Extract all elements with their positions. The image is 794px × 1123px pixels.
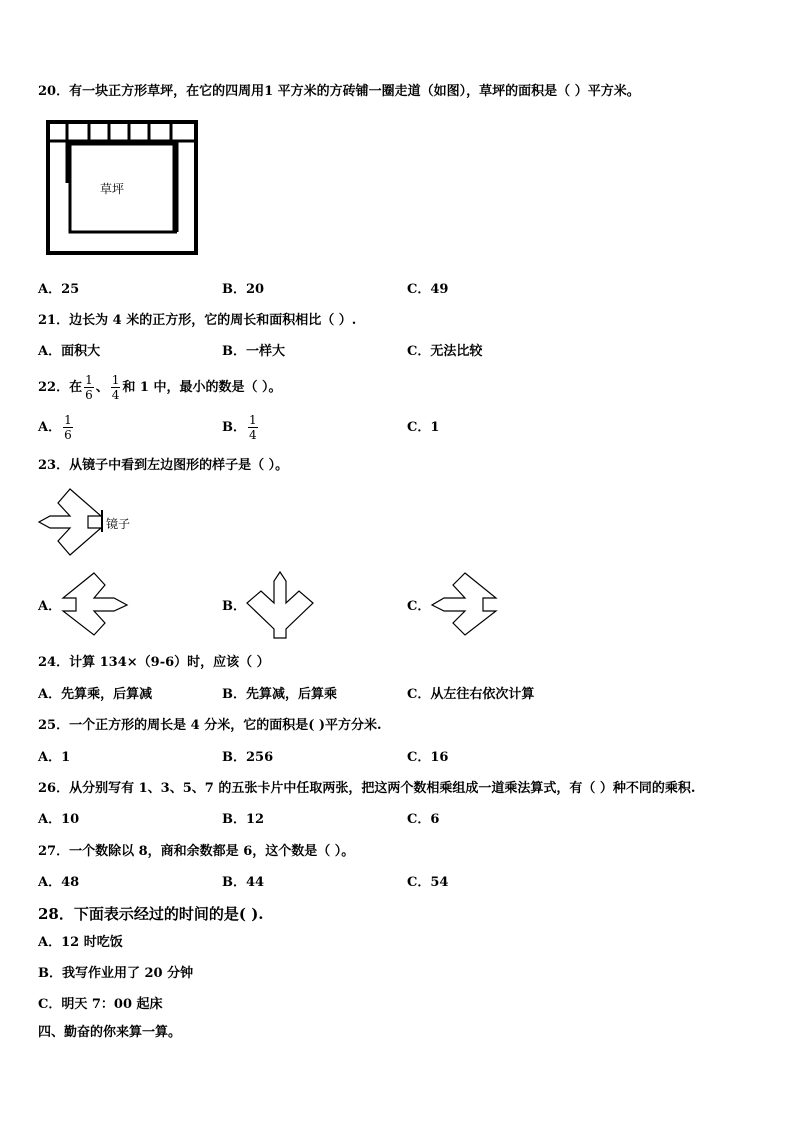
q28-option-c[interactable]: C．明天 7：00 起床 bbox=[38, 997, 163, 1012]
q21-option-b[interactable]: B．一样大 bbox=[222, 344, 285, 359]
q22-option-a-fraction: $\frac{1}{6}$ bbox=[64, 413, 72, 442]
q22-option-c[interactable]: C．1 bbox=[407, 420, 440, 435]
q23-option-a-arrow-icon[interactable] bbox=[62, 572, 128, 636]
section-4-heading: 四、勤奋的你来算一算。 bbox=[38, 1025, 182, 1040]
question-28-text: 28．下面表示经过的时间的是( ). bbox=[38, 905, 264, 923]
q20-option-b[interactable]: B．20 bbox=[222, 282, 265, 297]
q27-option-a[interactable]: A．48 bbox=[38, 875, 80, 890]
q22-option-a-label: A． bbox=[38, 420, 62, 435]
question-22-text bbox=[38, 370, 282, 406]
question-21-text: 21．边长为 4 米的正方形，它的周长和面积相比（ ）. bbox=[38, 313, 357, 328]
mirror-label: 镜子 bbox=[106, 517, 131, 531]
q24-option-b[interactable]: B．先算减，后算乘 bbox=[222, 687, 337, 702]
question-23-text: 23．从镜子中看到左边图形的样子是（ ）。 bbox=[38, 458, 289, 473]
q25-option-a[interactable]: A．1 bbox=[38, 750, 71, 765]
q26-option-a[interactable]: A．10 bbox=[38, 812, 80, 827]
q26-option-c[interactable]: C．6 bbox=[407, 812, 440, 827]
arrow-shape-icon bbox=[38, 488, 104, 556]
q20-option-a[interactable]: A．25 bbox=[38, 282, 80, 297]
q22-option-b-fraction: $\frac{1}{4}$ bbox=[249, 413, 257, 442]
q25-option-c[interactable]: C．16 bbox=[407, 750, 449, 765]
q22-option-a[interactable] bbox=[38, 410, 75, 446]
q22-fraction-one-fourth: $\frac{1}{4}$ bbox=[111, 373, 120, 402]
q23-option-b[interactable]: B． bbox=[222, 599, 246, 614]
q26-option-b[interactable]: B．12 bbox=[222, 812, 265, 827]
q21-option-a[interactable]: A．面积大 bbox=[38, 344, 101, 359]
q22-fraction-one-sixth: $\frac{1}{6}$ bbox=[85, 373, 93, 402]
question-26-text: 26．从分别写有 1、3、5、7 的五张卡片中任取两张，把这两个数相乘组成一道乘法算式，有（ ）种不同的乘积. bbox=[38, 781, 696, 796]
question-25-text: 25．一个正方形的周长是 4 分米，它的面积是( )平方分米. bbox=[38, 718, 382, 733]
q23-option-b-arrow-icon[interactable] bbox=[246, 571, 314, 639]
q22-option-b[interactable] bbox=[222, 410, 260, 446]
q24-option-a[interactable]: A．先算乘，后算减 bbox=[38, 687, 153, 702]
q28-option-b[interactable]: B．我写作业用了 20 分钟 bbox=[38, 966, 194, 981]
q23-option-a[interactable]: A． bbox=[38, 599, 62, 614]
q25-option-b[interactable]: B．256 bbox=[222, 750, 274, 765]
q22-separator: 、 bbox=[95, 380, 109, 395]
question-27-text: 27．一个数除以 8，商和余数都是 6，这个数是（ ）。 bbox=[38, 844, 355, 859]
q27-option-b[interactable]: B．44 bbox=[222, 875, 265, 890]
q28-option-a[interactable]: A．12 时吃饭 bbox=[38, 935, 123, 950]
q22-suffix: 和 1 中，最小的数是（ ）。 bbox=[122, 380, 282, 395]
q24-option-c[interactable]: C．从左往右依次计算 bbox=[407, 687, 535, 702]
q23-option-c-arrow-icon[interactable] bbox=[431, 572, 497, 636]
lawn-label: 草坪 bbox=[100, 182, 125, 196]
question-20-text: 20．有一块正方形草坪，在它的四周用1 平方米的方砖铺一圈走道（如图），草坪的面积是（ ）平方米。 bbox=[38, 84, 640, 99]
q22-option-b-label: B． bbox=[222, 420, 246, 435]
q22-prefix: 22．在 bbox=[38, 380, 83, 395]
q27-option-c[interactable]: C．54 bbox=[407, 875, 449, 890]
q20-option-c[interactable]: C．49 bbox=[407, 282, 449, 297]
q21-option-c[interactable]: C．无法比较 bbox=[407, 344, 483, 359]
q23-option-c[interactable]: C． bbox=[407, 599, 431, 614]
question-24-text: 24．计算 134×（9-6）时，应该（ ） bbox=[38, 655, 270, 670]
